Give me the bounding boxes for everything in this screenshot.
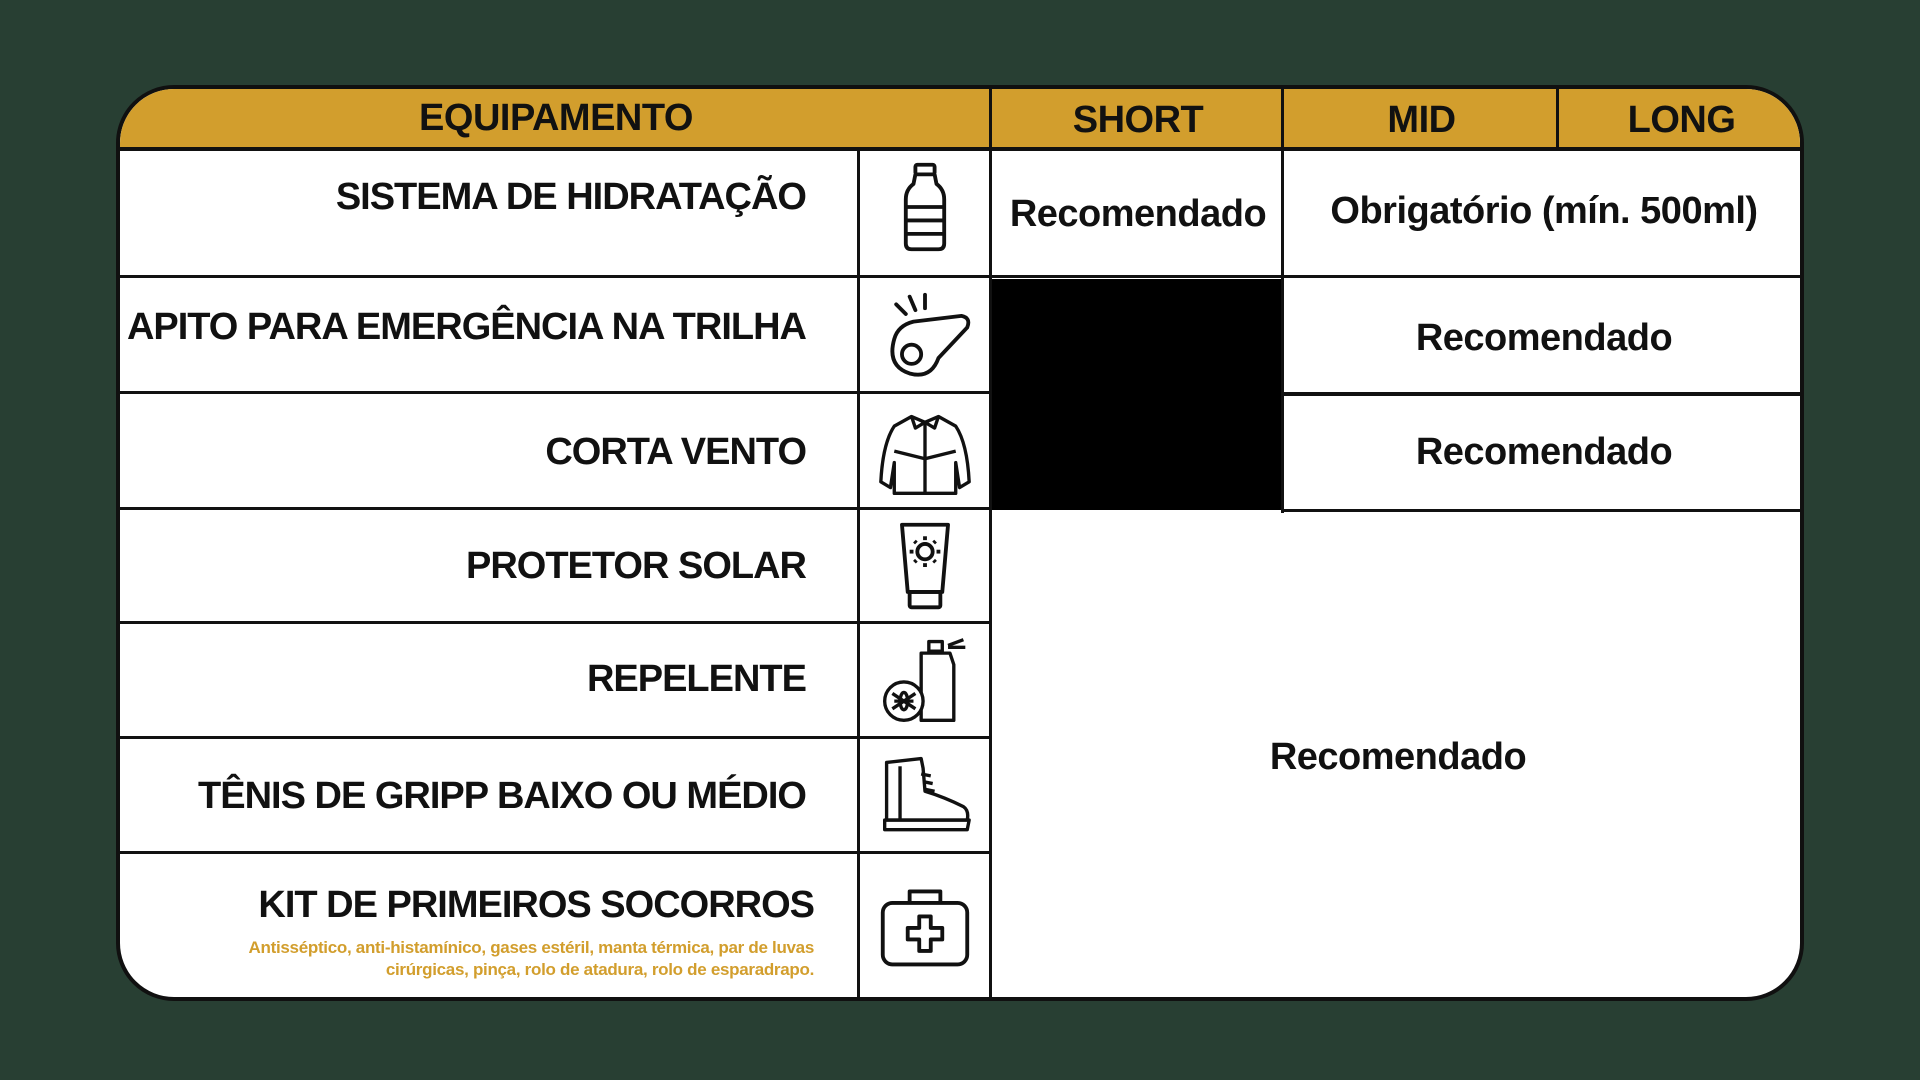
hiking-boot-icon: [860, 739, 989, 854]
first-aid-contents-line2: cirúrgicas, pinça, rolo de atadura, rolo de esparadrapo.: [385, 959, 814, 979]
jacket-icon: [860, 395, 989, 510]
water-bottle-icon: [860, 151, 989, 263]
grid-line-h: [120, 275, 990, 278]
grid-line-h: [120, 736, 990, 739]
grid-line-h: [120, 391, 990, 394]
header-equipment: EQUIPAMENTO: [120, 89, 992, 148]
equipment-table: [116, 85, 1804, 1001]
cell-hydration-mid-long: Obrigatório (mín. 500ml): [1330, 189, 1758, 232]
grid-line-h: [1284, 392, 1804, 396]
row-label-first-aid: KIT DE PRIMEIROS SOCORROS: [258, 884, 814, 926]
row-label-windbreaker: CORTA VENTO: [545, 430, 806, 473]
sunscreen-icon: [860, 509, 989, 624]
grid-line-h: [120, 507, 990, 510]
repellent-spray-icon: [860, 622, 989, 737]
header-short: SHORT: [992, 89, 1284, 148]
cell-hydration-short: Recomendado: [1009, 192, 1267, 235]
whistle-icon: [860, 279, 989, 394]
grid-line-h: [990, 275, 1804, 278]
grid-line-v: [1281, 89, 1284, 513]
grid-line-h: [1284, 509, 1804, 512]
grid-line-v: [989, 89, 992, 1001]
first-aid-contents-line1: Antisséptico, anti-histamínico, gases estéril, manta térmica, par de luvas: [248, 937, 814, 957]
header-long: LONG: [1559, 89, 1804, 148]
header-mid: MID: [1284, 89, 1559, 148]
grid-line-h: [120, 851, 990, 854]
row-label-repellent: REPELENTE: [586, 657, 806, 700]
row-label-hydration: SISTEMA DE HIDRATAÇÃO: [335, 176, 806, 219]
cell-whistle-mid-long: Recomendado: [1415, 317, 1673, 359]
cell-remaining-all: Recomendado: [1269, 735, 1527, 778]
first-aid-kit-icon: [860, 854, 989, 998]
row-label-shoes: TÊNIS DE GRIPP BAIXO OU MÉDIO: [198, 774, 806, 817]
row-label-whistle: APITO PARA EMERGÊNCIA NA TRILHA: [126, 305, 806, 348]
not-applicable-cell: [992, 279, 1284, 510]
grid-line-h: [120, 621, 990, 624]
cell-windbreaker-mid-long: Recomendado: [1415, 431, 1673, 473]
grid-line-v: [1556, 89, 1559, 148]
row-label-sunscreen: PROTETOR SOLAR: [466, 544, 806, 587]
row-first-aid: [120, 885, 830, 981]
